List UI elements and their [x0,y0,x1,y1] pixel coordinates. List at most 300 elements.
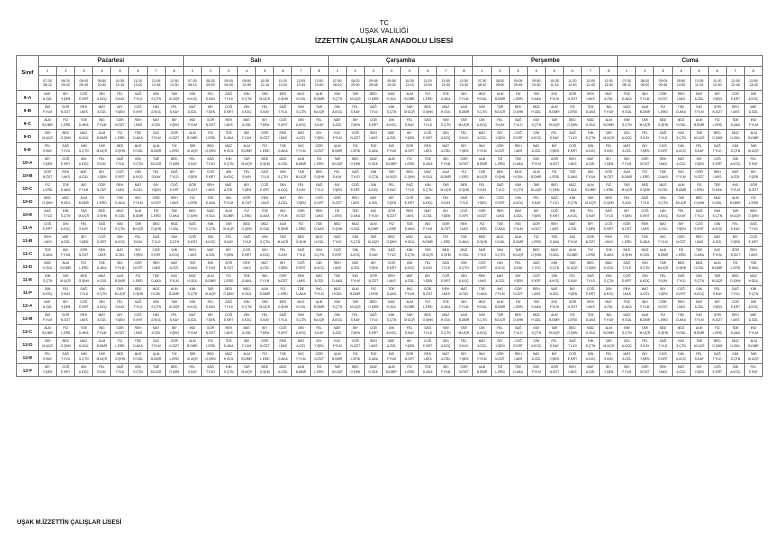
lesson-cell: ALM B.DMR [545,312,563,325]
lesson-cell: COĞ E.KRT [708,364,726,377]
lesson-cell: SAĞ T.YLD [708,351,726,364]
lesson-cell: DİN A.KOÇ [165,247,183,260]
lesson-cell: COĞ E.KRT [183,234,201,247]
lesson-cell: DİN A.KOÇ [238,312,256,325]
lesson-cell: DİN A.KOÇ [545,273,563,286]
lesson-cell: MÜZ H.GÜL [545,247,563,260]
lesson-cell: KİM S.ÇTN [75,143,93,156]
lesson-cell: MAT A.ÖZL [455,286,473,299]
lesson-cell: COĞ E.KRT [220,104,238,117]
slot-time: 07:30 08:10 [183,76,201,91]
lesson-cell: FİZ L.ERD [57,325,75,338]
lesson-cell: İNG F.YLM [401,286,419,299]
lesson-cell: ALM B.DMR [509,234,527,247]
lesson-cell: KİM S.ÇTN [292,104,310,117]
lesson-cell: BİY Y.ŞEN [455,143,473,156]
lesson-cell: BİY Y.ŞEN [165,117,183,130]
lesson-cell: TDE D.AKA [672,312,690,325]
lesson-cell: FEL S.KAY [129,234,147,247]
lesson-cell: SAĞ T.YLD [75,286,93,299]
slot-time: 10:35 11:15 [401,76,419,91]
lesson-cell: GÖR N.ÖZT [636,156,654,169]
timetable-grid [16,55,763,377]
lesson-cell: BİY Y.ŞEN [39,156,57,169]
lesson-cell: FEL S.KAY [111,91,129,104]
lesson-cell: TAR M.UÇR [401,104,419,117]
lesson-cell: İNG F.YLM [636,299,654,312]
slot-number: 6 [129,67,147,76]
class-label: 10-D [17,195,39,208]
lesson-cell: COĞ E.KRT [147,247,165,260]
lesson-cell: BED O.ŞHN [582,260,600,273]
lesson-cell: GÖR N.ÖZT [455,364,473,377]
lesson-cell: BED O.ŞHN [364,299,382,312]
lesson-cell: COĞ E.KRT [527,273,545,286]
lesson-cell: COĞ E.KRT [346,182,364,195]
lesson-cell: BED O.ŞHN [636,182,654,195]
lesson-cell: REH İ.AKS [147,260,165,273]
lesson-cell: FEL S.KAY [346,104,364,117]
lesson-cell: TAR M.UÇR [690,338,708,351]
lesson-cell: MAT A.ÖZL [201,247,219,260]
lesson-cell: FEL S.KAY [582,208,600,221]
lesson-cell: BİY Y.ŞEN [147,182,165,195]
lesson-cell: İNG F.YLM [618,156,636,169]
lesson-cell: MAT A.ÖZL [39,299,57,312]
lesson-cell: FİZ L.ERD [563,104,581,117]
lesson-cell: REH İ.AKS [582,91,600,104]
lesson-cell: ALM B.DMR [473,156,491,169]
lesson-cell: GÖR N.ÖZT [473,208,491,221]
slot-number: 2 [346,67,364,76]
lesson-cell: BED O.ŞHN [708,130,726,143]
lesson-cell: DİN A.KOÇ [346,247,364,260]
slot-time: 08:20 09:00 [636,76,654,91]
slot-number: 7 [292,67,310,76]
lesson-cell: FİZ L.ERD [165,351,183,364]
lesson-cell: İNG F.YLM [382,143,400,156]
lesson-cell: MAT A.ÖZL [672,364,690,377]
lesson-cell: BED O.ŞHN [111,351,129,364]
lesson-cell: TDE D.AKA [401,221,419,234]
lesson-cell: MÜZ H.GÜL [346,221,364,234]
lesson-cell: FİZ L.ERD [256,351,274,364]
lesson-cell: FİZ L.ERD [708,117,726,130]
lesson-cell: MAT A.ÖZL [654,221,672,234]
lesson-cell: FİZ L.ERD [346,143,364,156]
lesson-cell: BİY Y.ŞEN [39,364,57,377]
lesson-cell: BİY Y.ŞEN [527,208,545,221]
lesson-cell: TDE D.AKA [509,364,527,377]
class-row [17,156,763,169]
lesson-cell: KİM S.ÇTN [165,234,183,247]
lesson-cell: SAĞ T.YLD [111,156,129,169]
lesson-cell: REH İ.AKS [672,299,690,312]
lesson-cell: GÖR N.ÖZT [129,260,147,273]
slot-time: 12:05 12:45 [582,76,600,91]
lesson-cell: BİY Y.ŞEN [654,286,672,299]
lesson-cell: TAR M.UÇR [690,130,708,143]
lesson-cell: REH İ.AKS [563,364,581,377]
lesson-cell: TAR M.UÇR [600,130,618,143]
lesson-cell: FİZ L.ERD [328,208,346,221]
lesson-cell: GÖR N.ÖZT [346,130,364,143]
slot-time: 09:50 10:30 [672,76,690,91]
lesson-cell: REH İ.AKS [129,117,147,130]
lesson-cell: İNG F.YLM [183,117,201,130]
lesson-cell: FİZ L.ERD [183,195,201,208]
lesson-cell: KİM S.ÇTN [401,247,419,260]
slot-number: 4 [93,67,111,76]
lesson-cell: İNG F.YLM [455,91,473,104]
slot-number: 3 [364,67,382,76]
lesson-cell: TAR M.UÇR [401,312,419,325]
lesson-cell: DİN A.KOÇ [437,338,455,351]
lesson-cell: MAT A.ÖZL [328,325,346,338]
lesson-cell: KİM S.ÇTN [39,273,57,286]
lesson-cell: İNG F.YLM [292,143,310,156]
lesson-cell: REH İ.AKS [582,299,600,312]
lesson-cell: DİN A.KOÇ [75,156,93,169]
slot-time: 09:05 09:45 [509,76,527,91]
slot-number: 8 [600,67,618,76]
slot-time: 10:35 11:15 [690,76,708,91]
slot-time: 11:20 12:00 [274,76,292,91]
lesson-cell: BED O.ŞHN [401,169,419,182]
lesson-cell: TAR M.UÇR [455,325,473,338]
lesson-cell: REH İ.AKS [201,182,219,195]
lesson-cell: MAT A.ÖZL [582,156,600,169]
lesson-cell: FEL S.KAY [346,312,364,325]
lesson-cell: DİN A.KOÇ [744,91,762,104]
lesson-cell: FİZ L.ERD [147,208,165,221]
lesson-cell: TDE D.AKA [473,286,491,299]
lesson-cell: SAĞ T.YLD [654,338,672,351]
lesson-cell: FİZ L.ERD [636,169,654,182]
slot-number: 7 [582,67,600,76]
lesson-cell: MÜZ H.GÜL [636,247,654,260]
class-label: 11-B [17,234,39,247]
lesson-cell: DİN A.KOÇ [672,351,690,364]
lesson-cell: MÜZ H.GÜL [618,104,636,117]
lesson-cell: KİM S.ÇTN [111,221,129,234]
lesson-cell: MÜZ H.GÜL [600,260,618,273]
lesson-cell: COĞ E.KRT [419,338,437,351]
lesson-cell: FEL S.KAY [93,156,111,169]
lesson-cell: FİZ L.ERD [310,156,328,169]
lesson-cell: TDE D.AKA [129,130,147,143]
lesson-cell: TAR M.UÇR [256,91,274,104]
lesson-cell: İNG F.YLM [672,169,690,182]
lesson-cell: BİY Y.ŞEN [491,338,509,351]
lesson-cell: TDE D.AKA [165,208,183,221]
lesson-cell: KİM S.ÇTN [419,182,437,195]
lesson-cell: SAĞ T.YLD [201,364,219,377]
lesson-cell: BED O.ŞHN [238,221,256,234]
lesson-cell: GÖR N.ÖZT [600,169,618,182]
lesson-cell: KİM S.ÇTN [563,195,581,208]
lesson-cell: TDE D.AKA [111,195,129,208]
lesson-cell: REH İ.AKS [274,338,292,351]
lesson-cell: KİM S.ÇTN [364,169,382,182]
lesson-cell: İNG F.YLM [201,260,219,273]
lesson-cell: FEL S.KAY [75,221,93,234]
lesson-cell: KİM S.ÇTN [147,91,165,104]
lesson-cell: COĞ E.KRT [600,221,618,234]
lesson-cell: TDE D.AKA [256,208,274,221]
class-row [17,286,763,299]
lesson-cell: KİM S.ÇTN [238,91,256,104]
lesson-cell: REH İ.AKS [75,104,93,117]
lesson-cell: COĞ E.KRT [57,364,75,377]
lesson-cell: MAT A.ÖZL [690,91,708,104]
lesson-cell: FEL S.KAY [310,325,328,338]
lesson-cell: TDE D.AKA [582,312,600,325]
lesson-cell: BİY Y.ŞEN [165,325,183,338]
lesson-cell: MAT A.ÖZL [437,143,455,156]
lesson-cell: KİM S.ÇTN [455,260,473,273]
slot-time: 11:20 12:00 [419,76,437,91]
lesson-cell: TAR M.UÇR [437,182,455,195]
class-label: 11-F [17,286,39,299]
lesson-cell: DİN A.KOÇ [473,325,491,338]
lesson-cell: GÖR N.ÖZT [111,325,129,338]
lesson-cell: TAR M.UÇR [274,234,292,247]
lesson-cell: DİN A.KOÇ [39,286,57,299]
lesson-cell: ALM B.DMR [708,260,726,273]
lesson-cell: SAĞ T.YLD [491,182,509,195]
lesson-cell: DİN A.KOÇ [310,260,328,273]
lesson-cell: GÖR N.ÖZT [310,351,328,364]
lesson-cell: GÖR N.ÖZT [545,364,563,377]
lesson-cell: COĞ E.KRT [726,299,744,312]
lesson-cell: SAĞ T.YLD [382,247,400,260]
lesson-cell: FEL S.KAY [165,104,183,117]
lesson-cell: FEL S.KAY [744,156,762,169]
lesson-cell: SAĞ T.YLD [111,364,129,377]
lesson-cell: TAR M.UÇR [111,286,129,299]
lesson-cell: İNG F.YLM [39,312,57,325]
lesson-cell: COĞ E.KRT [726,91,744,104]
lesson-cell: ALM B.DMR [744,130,762,143]
lesson-cell: MAT A.ÖZL [292,130,310,143]
lesson-cell: BİY Y.ŞEN [364,260,382,273]
lesson-cell: MÜZ H.GÜL [419,169,437,182]
lesson-cell: TAR M.UÇR [165,299,183,312]
slot-number: 3 [509,67,527,76]
lesson-cell: MAT A.ÖZL [690,299,708,312]
lesson-cell: GÖR N.ÖZT [563,91,581,104]
lesson-cell: BİY Y.ŞEN [346,325,364,338]
lesson-cell: GÖR N.ÖZT [636,364,654,377]
lesson-cell: BİY Y.ŞEN [274,260,292,273]
day-header: Perşembe [473,56,618,67]
lesson-cell: BİY Y.ŞEN [600,156,618,169]
lesson-cell: SAĞ T.YLD [618,260,636,273]
lesson-cell: BED O.ŞHN [419,104,437,117]
lesson-cell: MAT A.ÖZL [274,195,292,208]
lesson-cell: SAĞ T.YLD [419,325,437,338]
lesson-cell: REH İ.AKS [672,91,690,104]
lesson-cell: GÖR N.ÖZT [672,234,690,247]
lesson-cell: FİZ L.ERD [582,247,600,260]
slot-time: 12:05 12:45 [726,76,744,91]
lesson-cell: GÖR N.ÖZT [274,273,292,286]
lesson-cell: ALM B.DMR [310,299,328,312]
lesson-cell: FİZ L.ERD [220,273,238,286]
lesson-cell: DİN A.KOÇ [600,286,618,299]
lesson-cell: DİN A.KOÇ [147,312,165,325]
lesson-cell: ALM B.DMR [401,91,419,104]
lesson-cell: COĞ E.KRT [256,182,274,195]
lesson-cell: FİZ L.ERD [473,221,491,234]
lesson-cell: BED O.ŞHN [75,273,93,286]
slot-number: 7 [726,67,744,76]
lesson-cell: SAĞ T.YLD [563,338,581,351]
lesson-cell: BİY Y.ŞEN [473,195,491,208]
lesson-cell: DİN A.KOÇ [328,104,346,117]
lesson-cell: FEL S.KAY [274,247,292,260]
lesson-cell: İNG F.YLM [545,299,563,312]
lesson-cell: REH İ.AKS [129,325,147,338]
class-label: 12-C [17,325,39,338]
lesson-cell: MAT A.ÖZL [39,91,57,104]
slot-number: 5 [111,67,129,76]
lesson-cell: MÜZ H.GÜL [726,130,744,143]
lesson-cell: DİN A.KOÇ [636,273,654,286]
lesson-cell: FEL S.KAY [690,143,708,156]
lesson-cell: FİZ L.ERD [382,221,400,234]
lesson-cell: GÖR N.ÖZT [57,312,75,325]
lesson-cell: MÜZ H.GÜL [238,286,256,299]
lesson-cell: FEL S.KAY [455,338,473,351]
lesson-cell: BED O.ŞHN [672,260,690,273]
lesson-cell: REH İ.AKS [600,234,618,247]
lesson-cell: COĞ E.KRT [129,104,147,117]
lesson-cell: SAĞ T.YLD [708,143,726,156]
lesson-cell: KİM S.ÇTN [238,299,256,312]
lesson-cell: BİY Y.ŞEN [545,143,563,156]
lesson-cell: MÜZ H.GÜL [165,221,183,234]
lesson-cell: SAĞ T.YLD [690,208,708,221]
lesson-cell: DİN A.KOÇ [473,117,491,130]
lesson-cell: MAT A.ÖZL [382,130,400,143]
lesson-cell: TDE D.AKA [183,260,201,273]
lesson-cell: ALM B.DMR [437,169,455,182]
lesson-cell: FİZ L.ERD [346,351,364,364]
lesson-cell: BED O.ŞHN [545,182,563,195]
lesson-cell: BED O.ŞHN [563,325,581,338]
lesson-cell: ALM B.DMR [220,208,238,221]
slot-time: 12:50 13:30 [744,76,762,91]
lesson-cell: ALM B.DMR [690,325,708,338]
lesson-cell: BED O.ŞHN [57,130,75,143]
lesson-cell: FEL S.KAY [491,117,509,130]
lesson-cell: FEL S.KAY [726,221,744,234]
lesson-cell: REH İ.AKS [346,195,364,208]
lesson-cell: DİN A.KOÇ [382,325,400,338]
lesson-cell: COĞ E.KRT [509,338,527,351]
lesson-cell: SAĞ T.YLD [509,117,527,130]
lesson-cell: KİM S.ÇTN [491,247,509,260]
lesson-cell: GÖR N.ÖZT [346,338,364,351]
lesson-cell: FEL S.KAY [600,351,618,364]
lesson-cell: FİZ L.ERD [600,182,618,195]
lesson-cell: FEL S.KAY [201,91,219,104]
lesson-cell: İNG F.YLM [582,169,600,182]
lesson-cell: TDE D.AKA [582,104,600,117]
lesson-cell: TDE D.AKA [382,286,400,299]
lesson-cell: FEL S.KAY [708,286,726,299]
lesson-cell: DİN A.KOÇ [618,130,636,143]
lesson-cell: BED O.ŞHN [129,286,147,299]
slot-number: 2 [636,67,654,76]
lesson-cell: MAT A.ÖZL [238,325,256,338]
lesson-cell: MÜZ H.GÜL [582,117,600,130]
slot-time: 09:05 09:45 [654,76,672,91]
lesson-cell: GÖR N.ÖZT [201,117,219,130]
lesson-cell: DİN A.KOÇ [690,286,708,299]
lesson-cell: BİY Y.ŞEN [57,91,75,104]
slot-number: 1 [39,67,57,76]
lesson-cell: BİY Y.ŞEN [401,130,419,143]
lesson-cell: TAR M.UÇR [165,91,183,104]
lesson-cell: TAR M.UÇR [654,260,672,273]
lesson-cell: TAR M.UÇR [636,117,654,130]
header-line-2: UŞAK VALİLİĞİ [359,28,409,35]
lesson-cell: BİY Y.ŞEN [201,104,219,117]
lesson-cell: KİM S.ÇTN [437,117,455,130]
lesson-cell: MÜZ H.GÜL [274,156,292,169]
lesson-cell: KİM S.ÇTN [129,364,147,377]
lesson-cell: ALM B.DMR [39,325,57,338]
lesson-cell: FEL S.KAY [328,169,346,182]
lesson-cell: TAR M.UÇR [93,143,111,156]
lesson-cell: İNG F.YLM [491,286,509,299]
lesson-cell: REH İ.AKS [527,286,545,299]
lesson-cell: MAT A.ÖZL [238,117,256,130]
lesson-cell: TAR M.UÇR [183,351,201,364]
lesson-cell: REH İ.AKS [292,273,310,286]
lesson-cell: TDE D.AKA [419,364,437,377]
lesson-cell: REH İ.AKS [57,169,75,182]
class-row [17,208,763,221]
lesson-cell: ALM B.DMR [274,221,292,234]
lesson-cell: TAR M.UÇR [220,221,238,234]
lesson-cell: KİM S.ÇTN [726,143,744,156]
lesson-cell: TAR M.UÇR [147,364,165,377]
lesson-cell: TAR M.UÇR [328,156,346,169]
lesson-cell: BİY Y.ŞEN [401,338,419,351]
lesson-cell: İNG F.YLM [527,364,545,377]
slot-time: 08:20 09:00 [57,76,75,91]
lesson-cell: DİN A.KOÇ [183,91,201,104]
slot-number: 5 [690,67,708,76]
lesson-cell: İNG F.YLM [75,182,93,195]
lesson-cell: SAĞ T.YLD [419,117,437,130]
lesson-cell: İNG F.YLM [527,156,545,169]
lesson-cell: TDE D.AKA [274,143,292,156]
lesson-cell: BİY Y.ŞEN [582,221,600,234]
lesson-cell: BED O.ŞHN [364,91,382,104]
lesson-cell: SAĞ T.YLD [129,299,147,312]
lesson-cell: MÜZ H.GÜL [618,312,636,325]
lesson-cell: COĞ E.KRT [201,169,219,182]
lesson-cell: ALM B.DMR [129,208,147,221]
lesson-cell: COĞ E.KRT [165,182,183,195]
lesson-cell: FEL S.KAY [419,260,437,273]
lesson-cell: TDE D.AKA [364,143,382,156]
